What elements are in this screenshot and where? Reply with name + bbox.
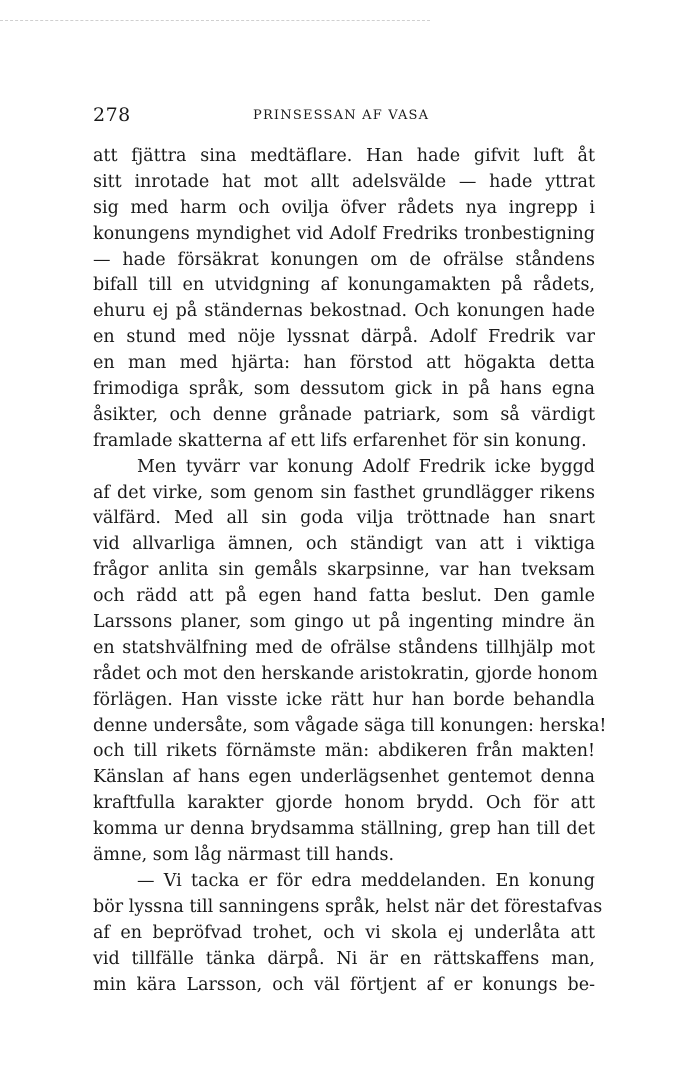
text-line: ehuru ej på ständernas bekostnad. Och konungen hade [93, 301, 595, 322]
text-line: vid tillfälle tänka därpå. Ni är en rättskaffens man, [93, 948, 595, 969]
text-line: komma ur denna brydsamma ställning, grep han till det [93, 819, 595, 840]
text-line: att fjättra sina medtäflare. Han hade gifvit luft åt [93, 146, 595, 166]
text-line: sig med harm och ovilja öfver rådets nya ingrepp i [93, 197, 595, 218]
text-line: välfärd. Med all sin goda vilja tröttnade han snart [93, 508, 595, 529]
text-line: kraftfulla karakter gjorde honom brydd. Och för att [93, 793, 595, 814]
text-line: frågor anlita sin gemåls skarpsinne, var han tveksam [93, 560, 595, 581]
page-header [93, 104, 595, 128]
text-line: min kära Larsson, och väl förtjent af er konungs be- [93, 974, 595, 995]
text-line: af en bepröfvad trohet, och vi skola ej underlåta att [93, 922, 595, 943]
text-line: och till rikets förnämste män: abdikeren från makten! [93, 741, 595, 762]
text-line: Känslan af hans egen underlägsenhet gentemot denna [93, 767, 595, 788]
scan-artifact-line [0, 20, 430, 21]
text-line: bör lyssna till sanningens språk, helst när det förestafvas [93, 896, 603, 917]
text-line: åsikter, och denne grånade patriark, som så värdigt [93, 404, 595, 425]
text-line: rådet och mot den herskande aristokratin, gjorde honom [93, 663, 598, 684]
text-line: frimodiga språk, som dessutom gick in på hans egna [93, 379, 595, 400]
text-line: en man med hjärta: han förstod att högakta detta [93, 353, 595, 374]
text-line: förlägen. Han visste icke rätt hur han borde behandla [93, 689, 595, 710]
body-text [93, 144, 607, 998]
text-line: konungens myndighet vid Adolf Fredriks tronbestigning [93, 223, 595, 244]
text-line: en statshvälfning med de ofrälse ståndens tillhjälp mot [93, 637, 595, 658]
text-line: sitt inrotade hat mot allt adelsvälde — hade yttrat [93, 171, 595, 192]
text-line: bifall till en utvidgning af konungamakten på rådets, [93, 275, 595, 296]
text-line: — hade försäkrat konungen om de ofrälse ståndens [93, 249, 595, 270]
page-number: 278 [93, 104, 131, 126]
text-line: Men tyvärr var konung Adolf Fredrik icke byggd [137, 456, 595, 477]
text-line: — Vi tacka er för edra meddelanden. En konung [137, 870, 595, 891]
text-line: framlade skatterna af ett lifs erfarenhet för sin konung. [93, 430, 587, 451]
running-head: PRINSESSAN AF VASA [253, 108, 430, 123]
text-line: ämne, som låg närmast till hands. [93, 845, 395, 866]
text-line: af det virke, som genom sin fasthet grundlägger rikens [93, 482, 595, 503]
text-line: vid allvarliga ämnen, och ständigt van att i viktiga [93, 534, 595, 555]
text-line: och rädd att på egen hand fatta beslut. Den gamle [93, 586, 595, 607]
text-line: Larssons planer, som gingo ut på ingenting mindre än [93, 612, 595, 633]
text-line: denne undersåte, som vågade säga till konungen: herska! [93, 715, 607, 736]
text-line: en stund med nöje lyssnat därpå. Adolf Fredrik var [93, 327, 595, 348]
